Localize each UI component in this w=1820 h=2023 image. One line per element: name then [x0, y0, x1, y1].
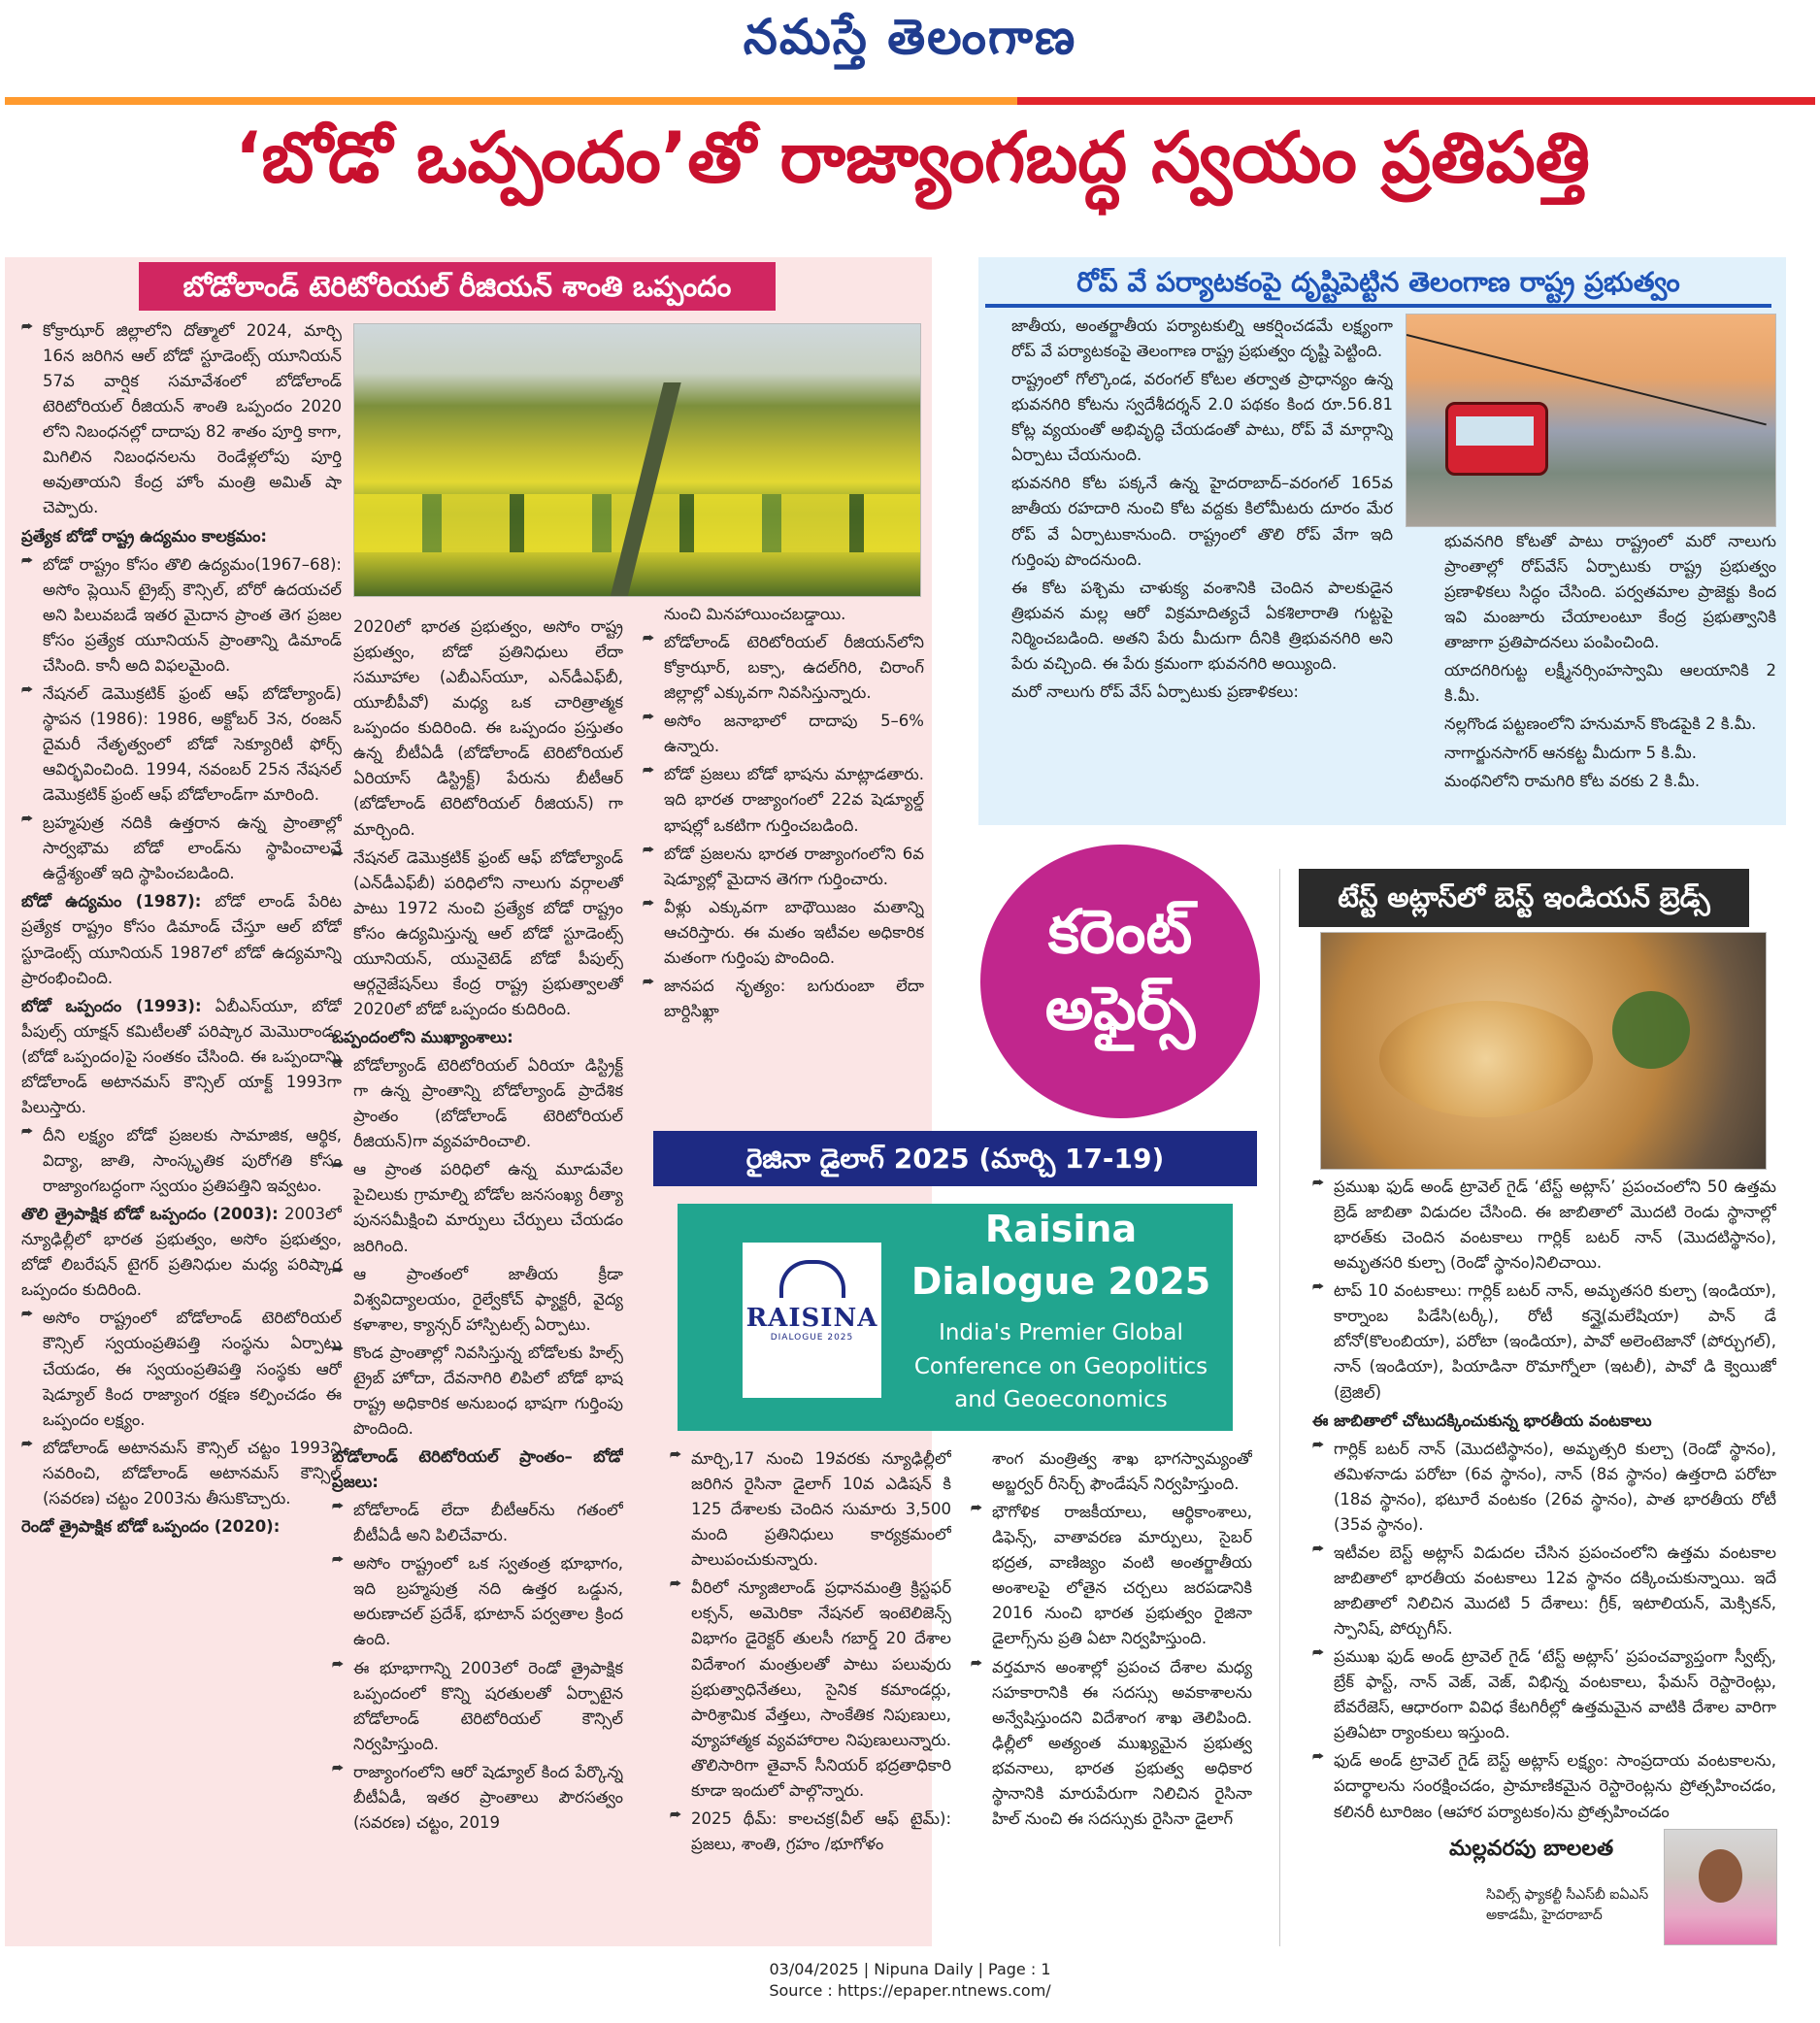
footer-source-line: Source : https://epaper.ntnews.com/	[769, 1981, 1051, 2001]
bullet-paragraph	[21, 318, 342, 521]
bullet-paragraph	[332, 846, 623, 1022]
raisina-column-1	[670, 1446, 951, 1941]
paragraph-text: అసోం రాష్ట్రంలో బోడోలాండ్ టెరిటోరియల్ కౌన్సిల్ స్వయంప్రతిపత్తి సంస్థను ఏర్పాటు చేయడం, ఈ స్వయంప్రతిపత్తి సంస్థకు ఆరో షెడ్యూల్ కింద రాజ్యాంగ రక్షణ కల్పించడం ఈ ఒప్పందం లక్ష్యం.	[43, 1309, 342, 1429]
paragraph-text: ఈ భూభాగాన్ని 2003లో రెండో త్రైపాక్షిక ఒప్పందంలో కొన్ని షరతులతో ఏర్పాటైన బోడోలాండ్ టెరిటోరియల్ కౌన్సిల్ నిర్వహిస్తుంది.	[353, 1658, 623, 1753]
paragraph-text: 2003లో న్యూఢిల్లీలో భారత ప్రభుత్వం, అసోం ప్రభుత్వం, బోడో లిబరేషన్ టైగర్ ప్రతినిధుల మధ్య పరిష్కార ఒప్పందం కుదిరింది.	[21, 1205, 342, 1300]
paragraph-text: భువనగిరి కోట పక్కనే ఉన్న హైదరాబాద్–వరంగల్ 165వ జాతీయ రహదారి నుంచి కోట వద్దకు కిలోమీటరు దూరం మేర రోప్ వే ఏర్పాటుకానుంది. రాష్ట్రంలో తొలి రోప్ వేగా ఇది గుర్తింపు పొందనుంది.	[1011, 474, 1393, 569]
paragraph-text: కొండ ప్రాంతాల్లో నివసిస్తున్న బోడోలకు హిల్స్ ట్రైబ్ హోదా, దేవనాగిరి లిపిలో బోడో భాష రాష్ట్ర అధికారిక అనుబంధ భాషగా గుర్తింపు పొందింది.	[353, 1343, 623, 1438]
bodo-section-title: బోడోలాండ్ టెరిటోరియల్ రీజియన్ శాంతి ఒప్పందం	[139, 262, 776, 311]
bullet-paragraph	[670, 1807, 951, 1857]
ropeway-column-right	[1423, 529, 1776, 811]
breads-column	[1312, 1175, 1776, 1827]
masthead: నమస్తే తెలంగాణ	[743, 8, 1077, 65]
paragraph	[1423, 769, 1776, 794]
bullet-paragraph	[332, 1498, 623, 1548]
subheading	[21, 524, 342, 549]
current-affairs-line1: కరెంట్	[1047, 896, 1193, 967]
paragraph-text: దీని లక్ష్యం బోడో ప్రజలకు సామాజిక, ఆర్థిక, విద్యా, జాతి, సాంస్కృతిక పురోగతి కోసం రాజ్యాంగబద్ధంగా స్వయం ప్రతిపత్తిని ఇవ్వటం.	[43, 1125, 342, 1196]
paragraph-lead: బోడో ఒప్పందం (1993):	[21, 996, 202, 1015]
paragraph-text: వీళ్లు ఎక్కువగా బాథౌయిజం మతాన్ని ఆచరిస్తారు. ఈ మతం ఇటీవల అధికారిక మతంగా గుర్తింపు పొందింది.	[664, 897, 924, 967]
author-role: సివిల్స్ ఫ్యాకల్టీ సీఎస్‌బీ ఐఏఎస్ అకాడమీ, హైదరాబాద్	[1486, 1887, 1649, 1923]
paragraph-text: బోడో లాండ్ పేరిట ప్రత్యేక రాష్ట్రం కోసం డిమాండ్ చేస్తూ ఆల్ బోడో స్టూడెంట్స్ యూనియన్ 1987లో బోడో ఉద్యమాన్ని ప్రారంభించింది.	[21, 892, 342, 987]
paragraph-text: బోడోల్యాండ్ టెరిటోరియల్ ఏరియా డిస్ట్రిక్ట్ గా ఉన్న ప్రాంతాన్ని బోడోల్యాండ్ ప్రాదేశిక ప్రాంతం (బోడోలాండ్ టెరిటోరియల్ రీజియన్)గా వ్యవహరించాలి.	[353, 1056, 623, 1151]
bullet-paragraph	[1312, 1748, 1776, 1824]
bullet-paragraph	[971, 1500, 1252, 1651]
paragraph-text: ఆ ప్రాంత పరిధిలో ఉన్న మూడువేల పైచిలుకు గ్రామాల్ని బోడోల జనసంఖ్య రీత్యా పునసమీక్షించి మార్పులు చేర్పులు చేయడం జరిగింది.	[353, 1160, 623, 1255]
paragraph	[1423, 529, 1776, 655]
paragraph-text: రాష్ట్రంలో గోల్కొండ, వరంగల్ కోటల తర్వాత ప్రాధాన్యం ఉన్న భువనగిరి కోటను స్వదేశీదర్శన్ 2.0 పథకం కింద రూ.56.81 కోట్ల వ్యయంతో అభివృద్ధి చేయడంతో పాటు, రోప్ వే మార్గాన్ని ఏర్పాటు చేయనుంది.	[1011, 370, 1393, 465]
paragraph-text: బ్రహ్మపుత్ర నదికి ఉత్తరాన ఉన్న ప్రాంతాల్లో సార్వభౌమ బోడో లాండ్‌ను స్థాపించాలనే ఉద్దేశ్యంతో ఇది స్థాపించబడింది.	[43, 813, 342, 883]
ropeway-column-left	[990, 314, 1393, 809]
paragraph-text: ఫుడ్ అండ్ ట్రావెల్ గైడ్ బెస్ట్ అట్లాస్ లక్ష్యం: సాంప్రదాయ వంటకాలను, పదార్థాలను సంరక్షించడం, ప్రామాణికమైన రెస్టారెంట్లను ప్రోత్సహించడం, కలినరీ టూరిజం (ఆహార పర్యాటకం)ను ప్రోత్సహించడం	[1334, 1751, 1776, 1821]
paragraph-text: బోడో ప్రజలు బోడో భాషను మాట్లాడతారు. ఇది భారత రాజ్యాంగంలో 22వ షెడ్యూల్డ్ భాషల్లో ఒకటిగా గుర్తించబడింది.	[664, 765, 924, 835]
paragraph-text: బోడో రాష్ట్రం కోసం తొలి ఉద్యమం(1967–68): అసోం ప్లెయిన్ ట్రైబ్స్ కౌన్సిల్, బోరో ఉదయచల్ అని పిలువబడే ఇతర మైదాన ప్రాంత తెగ ప్రజల కోసం ప్రత్యేక యూనియన్ ప్రాంతాన్ని డిమాండ్ చేసింది. కానీ అది విఫలమైంది.	[43, 554, 342, 675]
raisina-dome-icon	[779, 1260, 845, 1298]
bullet-paragraph	[670, 1446, 951, 1573]
paragraph-text: ప్రముఖ ఫుడ్ అండ్ ట్రావెల్ గైడ్ ‘టేస్ట్ అట్లాస్’ ప్రపంచంలోని 50 ఉత్తమ బ్రెడ్ జాబితా విడుదల చేసింది. ఈ జాబితాలో మొదటి రెండు స్థానాల్లో భారత్‌కు చెందిన వంటకాలు గార్లిక్ బటర్ నాన్ (మొదటిస్థానం), అమృతసరి కుల్చా (రెండో స్థానం)నిలిచాయి.	[1334, 1177, 1776, 1273]
bullet-paragraph	[21, 681, 342, 808]
paragraph-text: జాతీయ, అంతర్జాతీయ పర్యాటకుల్ని ఆకర్షించడమే లక్ష్యంగా రోప్ వే పర్యాటకంపై తెలంగాణ రాష్ట్ర ప్రభుత్వం దృష్టి పెట్టింది.	[1011, 316, 1393, 361]
paragraph-text: మరో నాలుగు రోప్ వేస్ ఏర్పాటుకు ప్రణాళికలు:	[1011, 681, 1299, 701]
paragraph	[643, 602, 924, 627]
paragraph-text: భౌగోళిక రాజకీయాలు, ఆర్థికాంశాలు, డిఫెన్స్, వాతావరణ మార్పులు, సైబర్ భద్రత, వాణిజ్యం వంటి అంతర్జాతీయ అంశాలపై లోతైన చర్చలు జరపడానికి 2016 నుంచి భారత ప్రభుత్వం రైజినా డైలాగ్స్‌ను ప్రతి ఏటా నిర్వహిస్తుంది.	[992, 1503, 1252, 1648]
author-photo	[1664, 1829, 1777, 1945]
ropeway-photo	[1406, 314, 1776, 527]
paragraph-text: అసోం జనాభాలో దాదాపు 5–6% ఉన్నారు.	[664, 712, 924, 756]
paragraph-text: నుంచి మినహాయించబడ్డాయి.	[664, 605, 846, 623]
raisina-logo: RAISINA DIALOGUE 2025	[743, 1243, 881, 1398]
bullet-paragraph	[332, 1053, 623, 1154]
bullet-paragraph	[21, 1436, 342, 1511]
author-name: మల్లవరపు బాలలత	[1449, 1837, 1614, 1861]
bullet-paragraph	[21, 552, 342, 679]
paragraph-text: నేషనల్ డెమొక్రటిక్ ఫ్రంట్ ఆఫ్ బోడోల్యాండ్) స్థాపన (1986): 1986, అక్టోబర్ 3న, రంజన్ దైమరీ నేతృత్వంలో బోడో సెక్యూరిటీ ఫోర్స్ ఆవిర్భవించింది. 1994, నవంబర్ 25న నేషనల్ డెమొక్రటిక్ ఫ్రంట్ ఆఫ్ బోడోలాండ్‌గా మారింది.	[43, 683, 342, 805]
raisina-banner-line2: Dialogue 2025	[910, 1260, 1211, 1303]
bullet-paragraph	[21, 1306, 342, 1432]
bullet-paragraph	[1312, 1175, 1776, 1276]
raisina-banner	[678, 1204, 1233, 1431]
paragraph-text: ఆ ప్రాంతంలో జాతీయ క్రీడా విశ్వవిద్యాలయం, రైల్వేకోచ్ ఫ్యాక్టరీ, వైద్య కళాశాల, క్యాన్సర్ హాస్పిటల్స్ ఏర్పాటు.	[353, 1264, 623, 1334]
paragraph-text: నాగార్జునసాగర్ ఆనకట్ట మీదుగా 5 కి.మీ.	[1444, 743, 1697, 762]
paragraph-text: బోడోలాండ్ అటానమస్ కౌన్సిల్ చట్టం 1993ని సవరించి, బోడోలాండ్ అటానమస్ కౌన్సిల్ (సవరణ) చట్టం 2003ను తీసుకొచ్చారు.	[43, 1438, 342, 1508]
page-footer	[0, 1959, 1820, 2003]
bullet-paragraph	[670, 1575, 951, 1804]
bullet-paragraph	[971, 1655, 1252, 1832]
bullet-paragraph	[332, 1341, 623, 1442]
masthead-rule	[5, 97, 1815, 105]
paragraph-text: బోడోలాండ్ లేదా బీటీఆర్‌ను గతంలో బీటీఏడీ అని పిలిచేవారు.	[353, 1501, 623, 1545]
paragraph-text: ప్రత్యేక బోడో రాష్ట్ర ఉద్యమం కాలక్రమం:	[21, 526, 267, 546]
bullet-paragraph	[21, 811, 342, 886]
paragraph-text: వర్తమాన అంశాల్లో ప్రపంచ దేశాల మధ్య సహకారానికి ఈ సదస్సు అవకాశాలను అన్వేషిస్తుందని విదేశాంగ శాఖ తెలిపింది. ఢిల్లీలో అత్యంత ముఖ్యమైన ప్రభుత్వ భవనాలు, భారత ప్రభుత్వ అధికార స్థానానికి మారుపేరుగా నిలిచిన రైసినా హిల్ నుంచి ఈ సదస్సుకు రైసినా డైలాగ్	[992, 1657, 1252, 1828]
paragraph-text: రాజ్యాంగంలోని ఆరో షెడ్యూల్ కింద పేర్కొన్న బీటీఏడీ, ఇతర ప్రాంతాలు పౌరసత్వం (సవరణ) చట్టం, 2019	[353, 1762, 623, 1832]
paragraph	[21, 994, 342, 1120]
paragraph-text: బోడోలాండ్ టెరిటోరియల్ ప్రాంతం– బోడో ప్రజలు:	[332, 1447, 623, 1492]
footer-date-line: 03/04/2025 | Nipuna Daily | Page : 1	[769, 1960, 1051, 1978]
raisina-column-2	[971, 1446, 1252, 1941]
paragraph	[990, 367, 1393, 468]
raisina-banner-line1: Raisina	[984, 1208, 1138, 1250]
paragraph-text: ఈ కోట పశ్చిమ చాళుక్య వంశానికి చెందిన పాలకుడైన త్రిభువన మల్ల ఆరో విక్రమాదిత్యచే ఏకశిలారాతి గుట్టపై నిర్మించబడింది. అతని పేరు మీదుగా దీనికి త్రిభువనగిరి అని పేరు వచ్చింది. ఈ పేరు క్రమంగా భువనగిరి అయ్యింది.	[1011, 578, 1393, 673]
bullet-paragraph	[643, 895, 924, 971]
page-headline: ‘బోడో ఒప్పందం’తో రాజ్యాంగబద్ధ స్వయం ప్రతిపత్తి	[235, 116, 1590, 198]
paragraph-text: ప్రముఖ ఫుడ్ అండ్ ట్రావెల్ గైడ్ ‘టేస్ట్ అట్లాస్’ ప్రపంచవ్యాప్తంగా స్వీట్స్, బ్రేక్ ఫాస్ట్, నాన్ వెజ్, వెజ్, విభిన్న వంటకాలు, ఫేమస్ రెస్టారెంట్లు, బేవరేజెస్, ఆధారంగా వివిధ కేటగిరీల్లో ఉత్తమమైన వాటికి దేశాల వారిగా ప్రతిఏటా ర్యాంకులు ఇస్తుంది.	[1334, 1647, 1776, 1742]
paragraph	[21, 1202, 342, 1303]
subheading	[332, 1025, 623, 1050]
paragraph-lead: రెండో త్రైపాక్షిక బోడో ఒప్పందం (2020):	[21, 1516, 281, 1536]
current-affairs-badge	[980, 845, 1260, 1118]
breads-photo	[1320, 932, 1767, 1170]
breads-section-title: టేస్ట్ అట్లాస్‌లో బెస్ట్ ఇండియన్ బ్రెడ్స్	[1299, 869, 1749, 927]
bodo-column-3	[643, 602, 924, 1126]
paragraph	[21, 889, 342, 990]
paragraph	[21, 1514, 342, 1540]
bullet-paragraph	[332, 1760, 623, 1836]
raisina-section-title: రైజినా డైలాగ్ 2025 (మార్చి 17-19)	[653, 1131, 1257, 1186]
paragraph-text: జానపద నృత్యం: బగురుంబా లేదా బార్దిసిఖ్లా	[664, 976, 924, 1020]
bullet-paragraph	[332, 1656, 623, 1757]
raisina-banner-subtitle: India's Premier Global Conference on Geopolitics and Geoeconomics	[913, 1320, 1208, 1412]
paragraph-text: శాంగ మంత్రిత్వ శాఖ భాగస్వామ్యంతో అబ్జర్వర్ రీసెర్చ్ ఫౌండేషన్ నిర్వహిస్తుంది.	[992, 1449, 1252, 1494]
paragraph	[990, 576, 1393, 677]
ropeway-section-title: రోప్ వే పర్యాటకంపై దృష్టిపెట్టిన తెలంగాణ రాష్ట్ర ప్రభుత్వం	[985, 257, 1771, 308]
paragraph-lead: తొలి త్రైపాక్షిక బోడో ఒప్పందం (2003):	[21, 1205, 279, 1224]
bullet-paragraph	[21, 1123, 342, 1199]
bullet-paragraph	[643, 709, 924, 759]
bullet-paragraph	[1312, 1541, 1776, 1642]
paragraph-text: భువనగిరి కోటతో పాటు రాష్ట్రంలో మరో నాలుగు ప్రాంతాల్లో రోప్‌వేస్ ఏర్పాటుకు రాష్ట్ర ప్రభుత్వం ప్రణాళికలు సిద్ధం చేసింది. పర్వతమాల ప్రాజెక్టు కింద ఇవి మంజూరు చేయాలంటూ కేంద్ర ప్రభుత్వానికి తాజాగా ప్రతిపాదనలు పంపించింది.	[1444, 532, 1776, 652]
subheading	[332, 1444, 623, 1495]
paragraph-text: నల్లగొండ పట్టణంలోని హనుమాన్ కొండపైకి 2 కి.మీ.	[1444, 714, 1757, 734]
paragraph-text: బోడో ప్రజలను భారత రాజ్యాంగంలోని 6వ షెడ్యూల్లో మైదాన తెగగా గుర్తించారు.	[664, 844, 924, 888]
bullet-paragraph	[1312, 1437, 1776, 1538]
bullet-paragraph	[332, 1157, 623, 1258]
paragraph-lead: బోడో ఉద్యమం (1987):	[21, 892, 202, 912]
paragraph	[1423, 741, 1776, 766]
paragraph-text: ఇటీవల బెస్ట్ అట్లాస్ విడుదల చేసిన ప్రపంచంలోని ఉత్తమ వంటకాల జాబితాలో భారతీయ వంటకాలు 12వ స్థానం దక్కించుకున్నాయి. ఇదే జాబితాలో నిలిచిన మొదటి 5 దేశాలు: గ్రీక్, ఇటాలియన్, మెక్సికన్, స్పానిష్, పోర్చుగీస్.	[1334, 1542, 1776, 1639]
bullet-paragraph	[332, 1551, 623, 1652]
column-divider	[1279, 869, 1280, 1946]
paragraph-text: ఈ జాబితాలో చోటుదక్కించుకున్న భారతీయ వంటకాలు	[1312, 1410, 1652, 1430]
bullet-paragraph	[1312, 1644, 1776, 1745]
paragraph-text: యాదగిరిగుట్ట లక్ష్మీనర్సింహస్వామి ఆలయానికి 2 కి.మీ.	[1444, 661, 1776, 706]
paragraph	[1423, 712, 1776, 737]
paragraph-text: బోడోలాండ్ టెరిటోరియల్ రీజియన్‌లోని కోక్రాఝార్, బక్సా, ఉదల్‌గిరి, చిరాంగ్ జిల్లాల్లో ఎక్కువగా నివసిస్తున్నారు.	[664, 633, 924, 703]
paragraph-text: ఏబీఎస్‌యూ, బోడో పీపుల్స్ యాక్షన్ కమిటీలతో పరిష్కార మెమొరాండం (బోడో ఒప్పందం)పై సంతకం చేసింది. ఈ ఒప్పందాన్ని బోడోలాండ్ అటానమస్ కౌన్సిల్ యాక్ట్ 1993గా పిలుస్తారు.	[21, 996, 342, 1116]
bullet-paragraph	[643, 974, 924, 1024]
paragraph-text: గార్లిక్ బటర్ నాన్ (మొదటిస్థానం), అమృత్సరి కుల్చా (రెండో స్థానం), తమిళనాడు పరోటా (6వ స్థానం), నాన్ (8వ స్థానం) ఉత్తరాది పరోటా (18వ స్థానం), భటూరే వంటకం (26వ స్థానం), పాత భారతీయ రోటీ (35వ స్థానం).	[1334, 1439, 1776, 1534]
paragraph-text: నేషనల్ డెమొక్రటిక్ ఫ్రంట్ ఆఫ్ బోడోల్యాండ్ (ఎన్‌డీఎఫ్‌బీ) పరిధిలోని నాలుగు వర్గాలతో పాటు 1972 నుంచి ప్రత్యేక బోడో రాష్ట్రం కోసం ఉద్యమిస్తున్న ఆల్ బోడో స్టూడెంట్స్ యూనియన్, యునైటెడ్ బోడో పీపుల్స్ ఆర్గనైజేషన్‌లు కేంద్ర రాష్ట్ర ప్రభుత్వాలతో 2020లో బోడో ఒప్పందం కుదిరింది.	[353, 847, 623, 1018]
paragraph	[990, 471, 1393, 572]
bullet-paragraph	[1312, 1278, 1776, 1405]
bullet-paragraph	[643, 630, 924, 706]
paragraph	[1423, 658, 1776, 709]
current-affairs-line2: అఫైర్స్	[1044, 973, 1196, 1045]
paddy-fields-photo	[353, 323, 921, 597]
bodo-column-1	[21, 318, 342, 1941]
paragraph-text: 2020లో భారత ప్రభుత్వం, అసోం రాష్ట్ర ప్రభుత్వం, బోడో ప్రతినిధులు లేదా సమూహాల (ఎబీఎస్‌యూ, ఎన్‌డీఎఫ్‌బీ, యూబీపీవో) మధ్య ఒక చారిత్రాత్మక ఒప్పందం కుదిరింది. ఈ ఒప్పందం ప్రస్తుతం ఉన్న బీటీఏడీ (బోడోలాండ్ టెరిటోరియల్ ఏరియాస్ డిస్ట్రిక్ట్) పేరును బీటీఆర్ (బోడోలాండ్ టెరిటోరియల్ రీజియన్) గా మార్చింది.	[353, 617, 623, 839]
paragraph-text: అసోం రాష్ట్రంలో ఒక స్వతంత్ర భూభాగం, ఇది బ్రహ్మపుత్ర నది ఉత్తర ఒడ్డున, అరుణాచల్ ప్రదేశ్, భూటాన్ పర్వతాల క్రింద ఉంది.	[353, 1554, 623, 1649]
paragraph-text: మంథనిలోని రామగిరి కోట వరకు 2 కి.మీ.	[1444, 771, 1701, 790]
bodo-column-2	[332, 614, 623, 1941]
bullet-paragraph	[643, 842, 924, 892]
paragraph-text: కోక్రాఝార్ జిల్లాలోని దోత్మాలో 2024, మార్చి 16న జరిగిన ఆల్ బోడో స్టూడెంట్స్ యూనియన్ 57వ వార్షిక సమావేశంలో బోడోలాండ్ టెరిటోరియల్ రీజియన్ శాంతి ఒప్పందం 2020 లోని నిబంధనల్లో దాదాపు 82 శాతం పూర్తి కాగా, మిగిలిన నిబంధనలను రెండేళ్లలోపు పూర్తి అవుతాయని కేంద్ర హోం మంత్రి అమిత్ షా చెప్పారు.	[43, 321, 342, 517]
paragraph-text: మార్చి,17 నుంచి 19వరకు న్యూఢిల్లీలో జరిగిన రైసినా డైలాగ్ 10వ ఎడిషన్ కి 125 దేశాలకు చెందిన సుమారు 3,500 మంది ప్రతినిధులు కార్యక్రమంలో పాలుపంచుకున్నారు.	[691, 1449, 951, 1570]
paragraph-text: ఒప్పందంలోని ముఖ్యాంశాలు:	[332, 1028, 513, 1046]
paragraph-text: వీరిలో న్యూజిలాండ్ ప్రధానమంత్రి క్రిస్టఫర్ లక్సన్, అమెరికా నేషనల్ ఇంటెలిజెన్స్ విభాగం డైరెక్టర్ తులసీ గబార్డ్ 20 దేశాల విదేశాంగ మంత్రులతో పాటు పలువురు ప్రభుత్వాధినేతలు, సైనిక కమాండర్లు, పారిశ్రామిక వేత్తలు, సాంకేతిక నిపుణులు, వ్యూహాత్మక వ్యవహారాల నిపుణులున్నారు. తొలిసారిగా తైవాన్ సీనియర్ భద్రతాధికారి కూడా ఇందులో పాల్గొన్నారు.	[691, 1578, 951, 1800]
paragraph-text: టాప్ 10 వంటకాలు: గార్లిక్ బటర్ నాన్, అమృతసరి కుల్చా (ఇండియా), కార్నాంబ పిడేసి(టర్కీ), రోటీ కన్హై(మలేషియా) పాన్ డే బోనో(కొలంబియా), పరోటా (ఇండియా), పావో అలెంటెజానో (పోర్చుగల్), నాన్ (ఇండియా), పియాడినా రొమాగ్నోలా (ఇటలీ), పావో డి క్వెయిజో (బ్రెజిల్)	[1334, 1281, 1776, 1402]
author-box	[1449, 1829, 1779, 1945]
paragraph	[332, 614, 623, 843]
paragraph	[990, 314, 1393, 364]
bullet-paragraph	[332, 1262, 623, 1338]
paragraph	[990, 680, 1393, 705]
paragraph-text: 2025 థీమ్: కాలచక్ర(వీల్ ఆఫ్ టైమ్): ప్రజలు, శాంతి, గ్రహం /భూగోళం	[691, 1808, 951, 1853]
bullet-paragraph	[643, 762, 924, 838]
paragraph	[971, 1446, 1252, 1497]
subheading	[1312, 1409, 1776, 1434]
